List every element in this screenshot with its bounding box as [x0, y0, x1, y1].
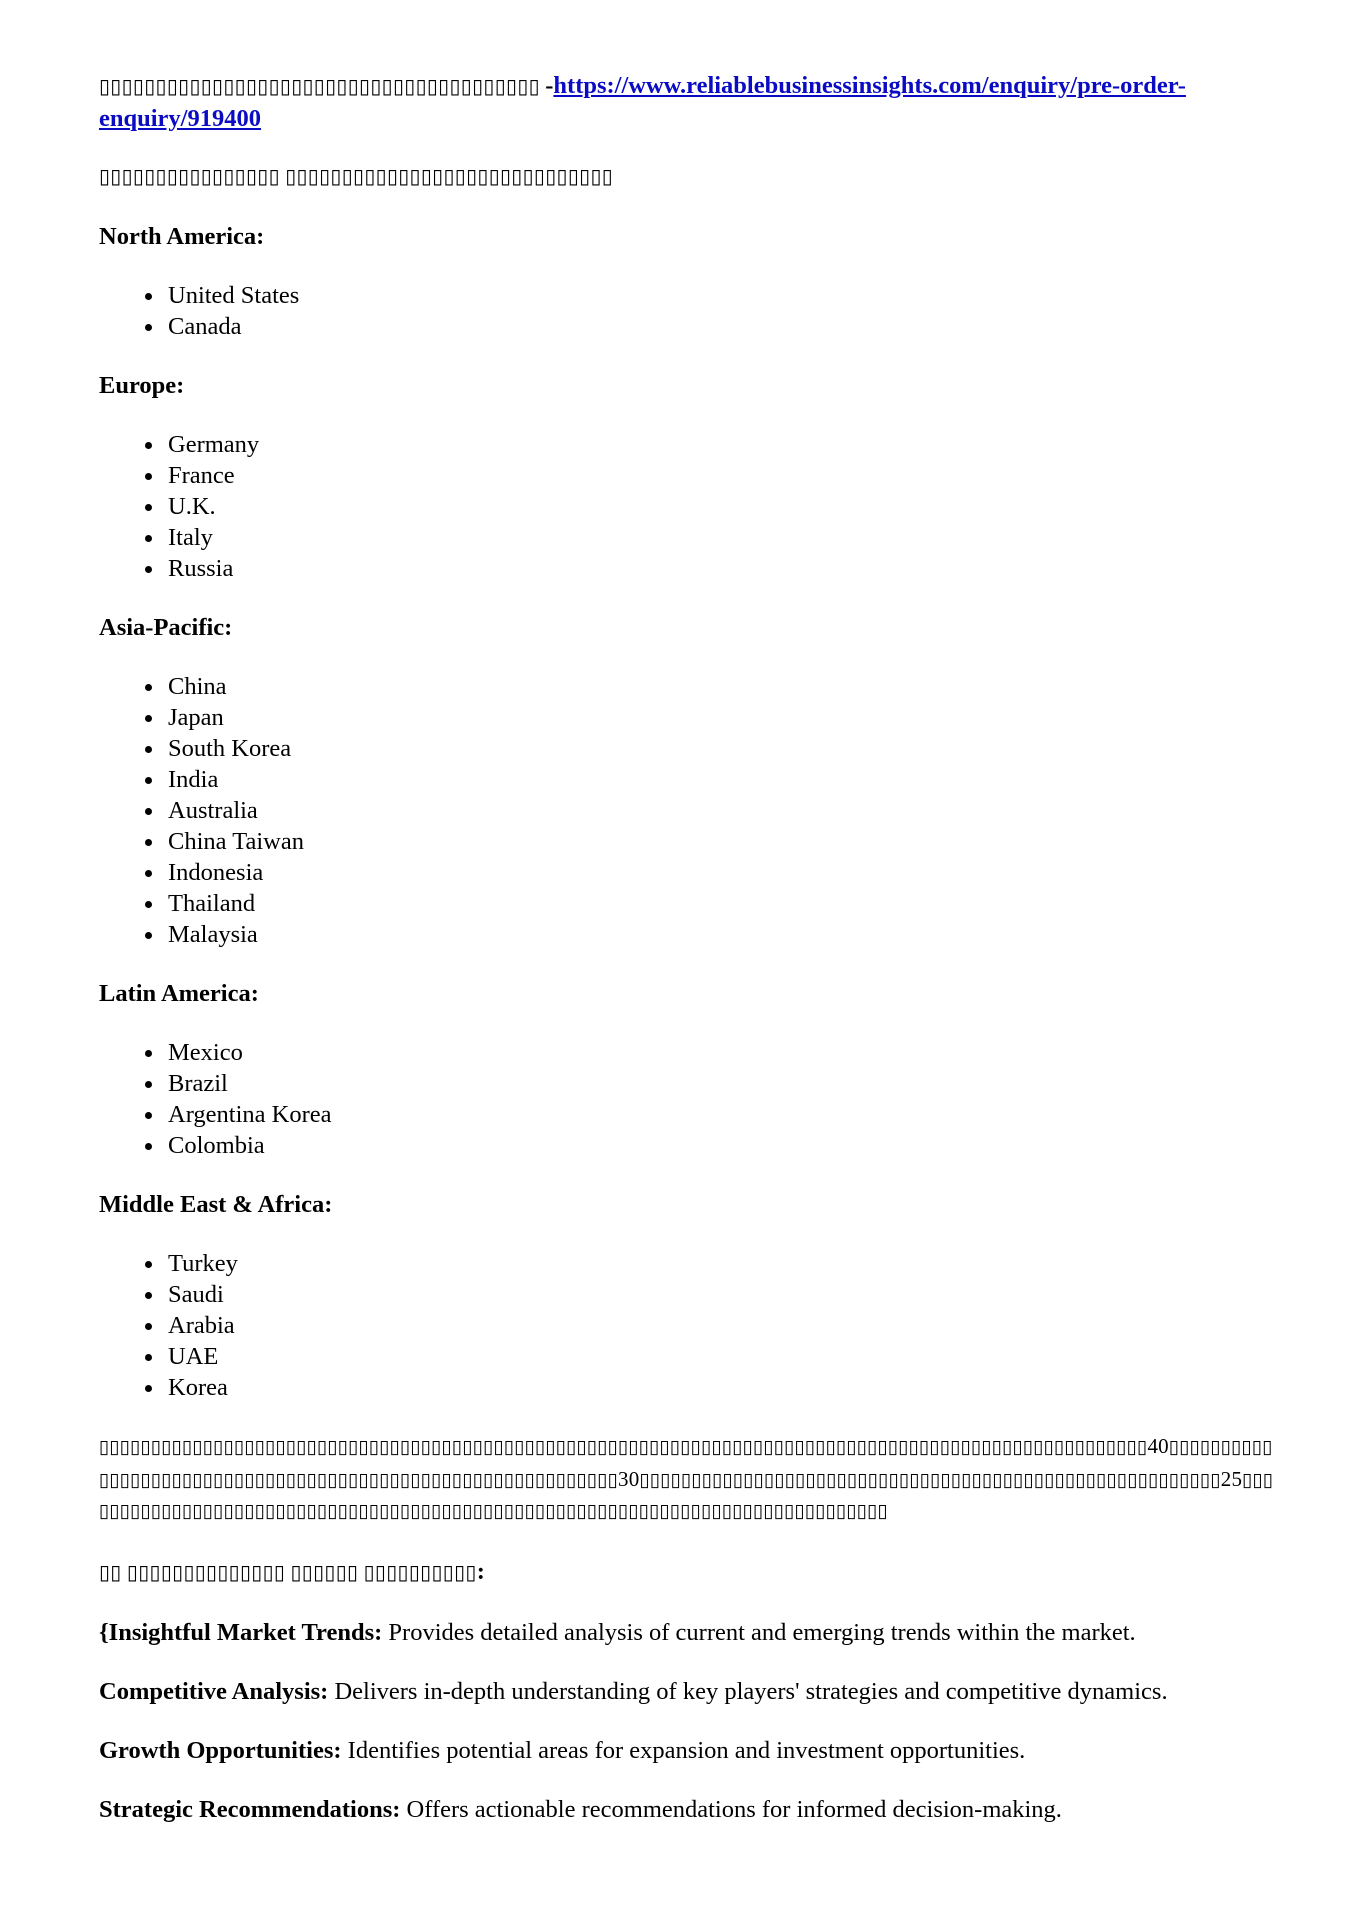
list-item: Brazil	[168, 1068, 1279, 1099]
region-heading-asia-pacific: Asia-Pacific:	[99, 614, 233, 641]
list-item: China	[168, 671, 1279, 702]
feature-strategic-recommendations	[99, 1794, 1279, 1825]
summary-part-2: ▯▯▯▯▯▯▯▯▯▯▯▯▯▯▯▯▯▯▯▯▯▯▯▯▯▯▯▯▯▯▯▯▯▯▯▯▯▯▯▯▯▯▯▯▯▯▯▯▯▯▯▯▯▯▯▯▯▯▯▯	[99, 1438, 1273, 1491]
country-list-middle-east-africa	[99, 1248, 1279, 1403]
region-heading-middle-east-africa: Middle East & Africa:	[99, 1191, 333, 1218]
list-item: Korea	[168, 1372, 1279, 1403]
list-item: Russia	[168, 553, 1279, 584]
enquiry-dash: -	[545, 72, 554, 99]
feature-text: Delivers in-depth understanding of key players' strategies and competitive dynamics.	[328, 1678, 1168, 1705]
summary-number-2: 30	[618, 1467, 640, 1491]
feature-growth-opportunities	[99, 1735, 1279, 1766]
summary-number-1: 40	[1147, 1434, 1169, 1458]
feature-text: Provides detailed analysis of current and emerging trends within the market.	[382, 1619, 1136, 1646]
list-item: Indonesia	[168, 857, 1279, 888]
region-heading-north-america: North America:	[99, 223, 265, 250]
country-list-latin-america	[99, 1037, 1279, 1161]
intro-text: ▯▯▯▯▯▯▯▯▯▯▯▯▯▯▯▯ ▯▯▯▯▯▯▯▯▯▯▯▯▯▯▯▯▯▯▯▯▯▯▯▯▯▯▯▯▯	[99, 166, 614, 188]
list-item: Arabia	[168, 1310, 1279, 1341]
document-page	[99, 70, 1279, 1825]
summary-paragraph	[99, 1431, 1279, 1528]
list-item: Saudi	[168, 1279, 1279, 1310]
list-item: Japan	[168, 702, 1279, 733]
region-heading-latin-america: Latin America:	[99, 980, 259, 1007]
country-list-europe	[99, 429, 1279, 584]
feature-text: Identifies potential areas for expansion and investment opportunities.	[341, 1737, 1026, 1764]
country-list-asia-pacific	[99, 671, 1279, 950]
enquiry-link-line2: enquiry/919400	[99, 105, 261, 132]
list-item: UAE	[168, 1341, 1279, 1372]
list-item: Italy	[168, 522, 1279, 553]
summary-number-3: 25	[1220, 1467, 1243, 1491]
list-item: Thailand	[168, 888, 1279, 919]
list-item: Malaysia	[168, 919, 1279, 950]
list-item: United States	[168, 280, 1279, 311]
enquiry-line	[99, 70, 1279, 134]
benefits-heading-text: ▯▯ ▯▯▯▯▯▯▯▯▯▯▯▯▯▯ ▯▯▯▯▯▯ ▯▯▯▯▯▯▯▯▯▯	[99, 1562, 477, 1584]
list-item: South Korea	[168, 733, 1279, 764]
list-item: Argentina Korea	[168, 1099, 1279, 1130]
summary-part-3: ▯▯▯▯▯▯▯▯▯▯▯▯▯▯▯▯▯▯▯▯▯▯▯▯▯▯▯▯▯▯▯▯▯▯▯▯▯▯▯▯▯▯▯▯▯▯▯▯▯▯▯▯▯▯▯▯	[639, 1471, 1221, 1491]
feature-competitive-analysis	[99, 1676, 1279, 1707]
list-item: Turkey	[168, 1248, 1279, 1279]
list-item: France	[168, 460, 1279, 491]
list-item: Mexico	[168, 1037, 1279, 1068]
feature-text: Offers actionable recommendations for informed decision-making.	[400, 1796, 1062, 1823]
list-item: Australia	[168, 795, 1279, 826]
feature-market-trends	[99, 1617, 1279, 1648]
benefits-heading	[99, 1556, 1279, 1589]
list-item: Colombia	[168, 1130, 1279, 1161]
summary-part-1: ▯▯▯▯▯▯▯▯▯▯▯▯▯▯▯▯▯▯▯▯▯▯▯▯▯▯▯▯▯▯▯▯▯▯▯▯▯▯▯▯▯▯▯▯▯▯▯▯▯▯▯▯▯▯▯▯▯▯▯▯▯▯▯▯▯▯▯▯▯▯▯▯▯▯▯▯▯▯▯▯▯▯▯▯▯▯▯▯▯▯▯▯▯▯▯▯▯▯▯▯▯	[99, 1438, 1148, 1458]
enquiry-link-line1: https://www.reliablebusinessinsights.com/enquiry/pre-order-	[553, 72, 1186, 99]
benefits-heading-colon: :	[476, 1558, 485, 1585]
feature-label: Growth Opportunities:	[99, 1737, 342, 1764]
country-list-north-america	[99, 280, 1279, 342]
list-item: China Taiwan	[168, 826, 1279, 857]
list-item: Germany	[168, 429, 1279, 460]
enquiry-prefix: ▯▯▯▯▯▯▯▯▯▯▯▯▯▯▯▯▯▯▯▯▯▯▯▯▯▯▯▯▯▯▯▯▯▯▯▯▯▯▯	[99, 76, 546, 98]
feature-label: Strategic Recommendations:	[99, 1796, 401, 1823]
list-item: U.K.	[168, 491, 1279, 522]
list-item: India	[168, 764, 1279, 795]
summary-part-4: ▯▯▯▯▯▯▯▯▯▯▯▯▯▯▯▯▯▯▯▯▯▯▯▯▯▯▯▯▯▯▯▯▯▯▯▯▯▯▯▯▯▯▯▯▯▯▯▯▯▯▯▯▯▯▯▯▯▯▯▯▯▯▯▯▯▯▯▯▯▯▯▯▯▯▯▯▯▯▯	[99, 1471, 1274, 1522]
feature-label: Competitive Analysis:	[99, 1678, 329, 1705]
region-heading-europe: Europe:	[99, 372, 185, 399]
feature-label: {Insightful Market Trends:	[99, 1619, 383, 1646]
list-item: Canada	[168, 311, 1279, 342]
